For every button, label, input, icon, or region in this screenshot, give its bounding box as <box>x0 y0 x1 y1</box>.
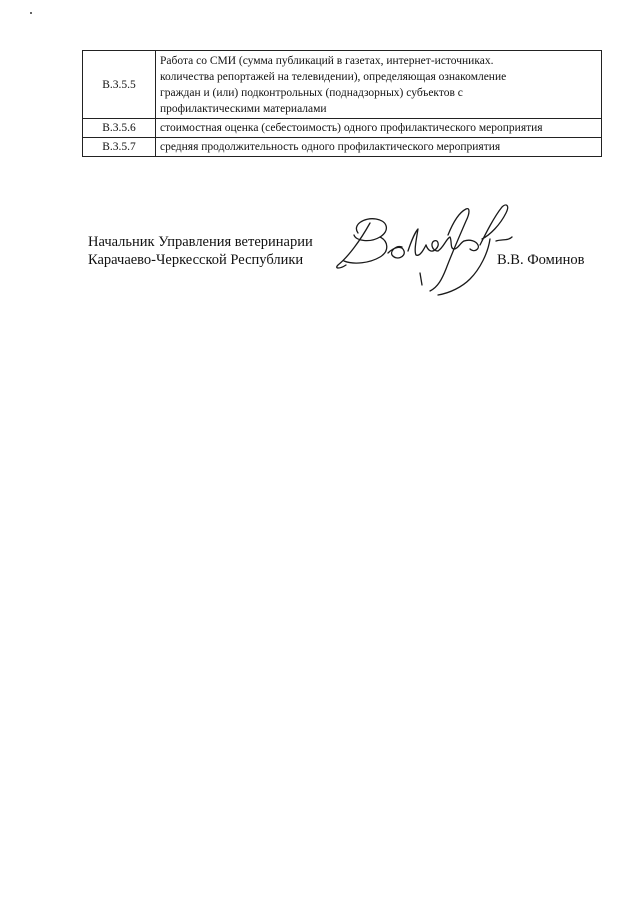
indicator-code: В.3.5.6 <box>83 119 156 138</box>
indicator-description <box>156 138 602 157</box>
indicator-code: В.3.5.5 <box>83 51 156 119</box>
description-line: стоимостная оценка (себестоимость) одного профилактического мероприятия <box>160 122 543 134</box>
signatory-position <box>88 233 313 269</box>
table-row <box>83 51 602 119</box>
description-line: средняя продолжительность одного профилактического мероприятия <box>160 141 501 153</box>
description-line: граждан и (или) подконтрольных (поднадзорных) субъектов с <box>160 87 463 99</box>
position-line: Карачаево-Черкесской Республики <box>88 252 304 268</box>
indicator-description <box>156 119 602 138</box>
description-line: Работа со СМИ (сумма публикаций в газетах, интернет-источниках. <box>160 55 494 67</box>
table-row <box>83 138 602 157</box>
table-row <box>83 119 602 138</box>
description-line: количества репортажей на телевидении), определяющая ознакомление <box>160 71 507 83</box>
position-line: Начальник Управления ветеринарии <box>88 234 313 250</box>
description-line: профилактическими материалами <box>160 103 327 115</box>
indicators-table <box>82 50 602 157</box>
signer-name: В.В. Фоминов <box>497 252 585 268</box>
scan-speck <box>30 12 32 14</box>
indicator-description <box>156 51 602 119</box>
indicator-code: В.3.5.7 <box>83 138 156 157</box>
handwritten-signature <box>330 195 520 305</box>
